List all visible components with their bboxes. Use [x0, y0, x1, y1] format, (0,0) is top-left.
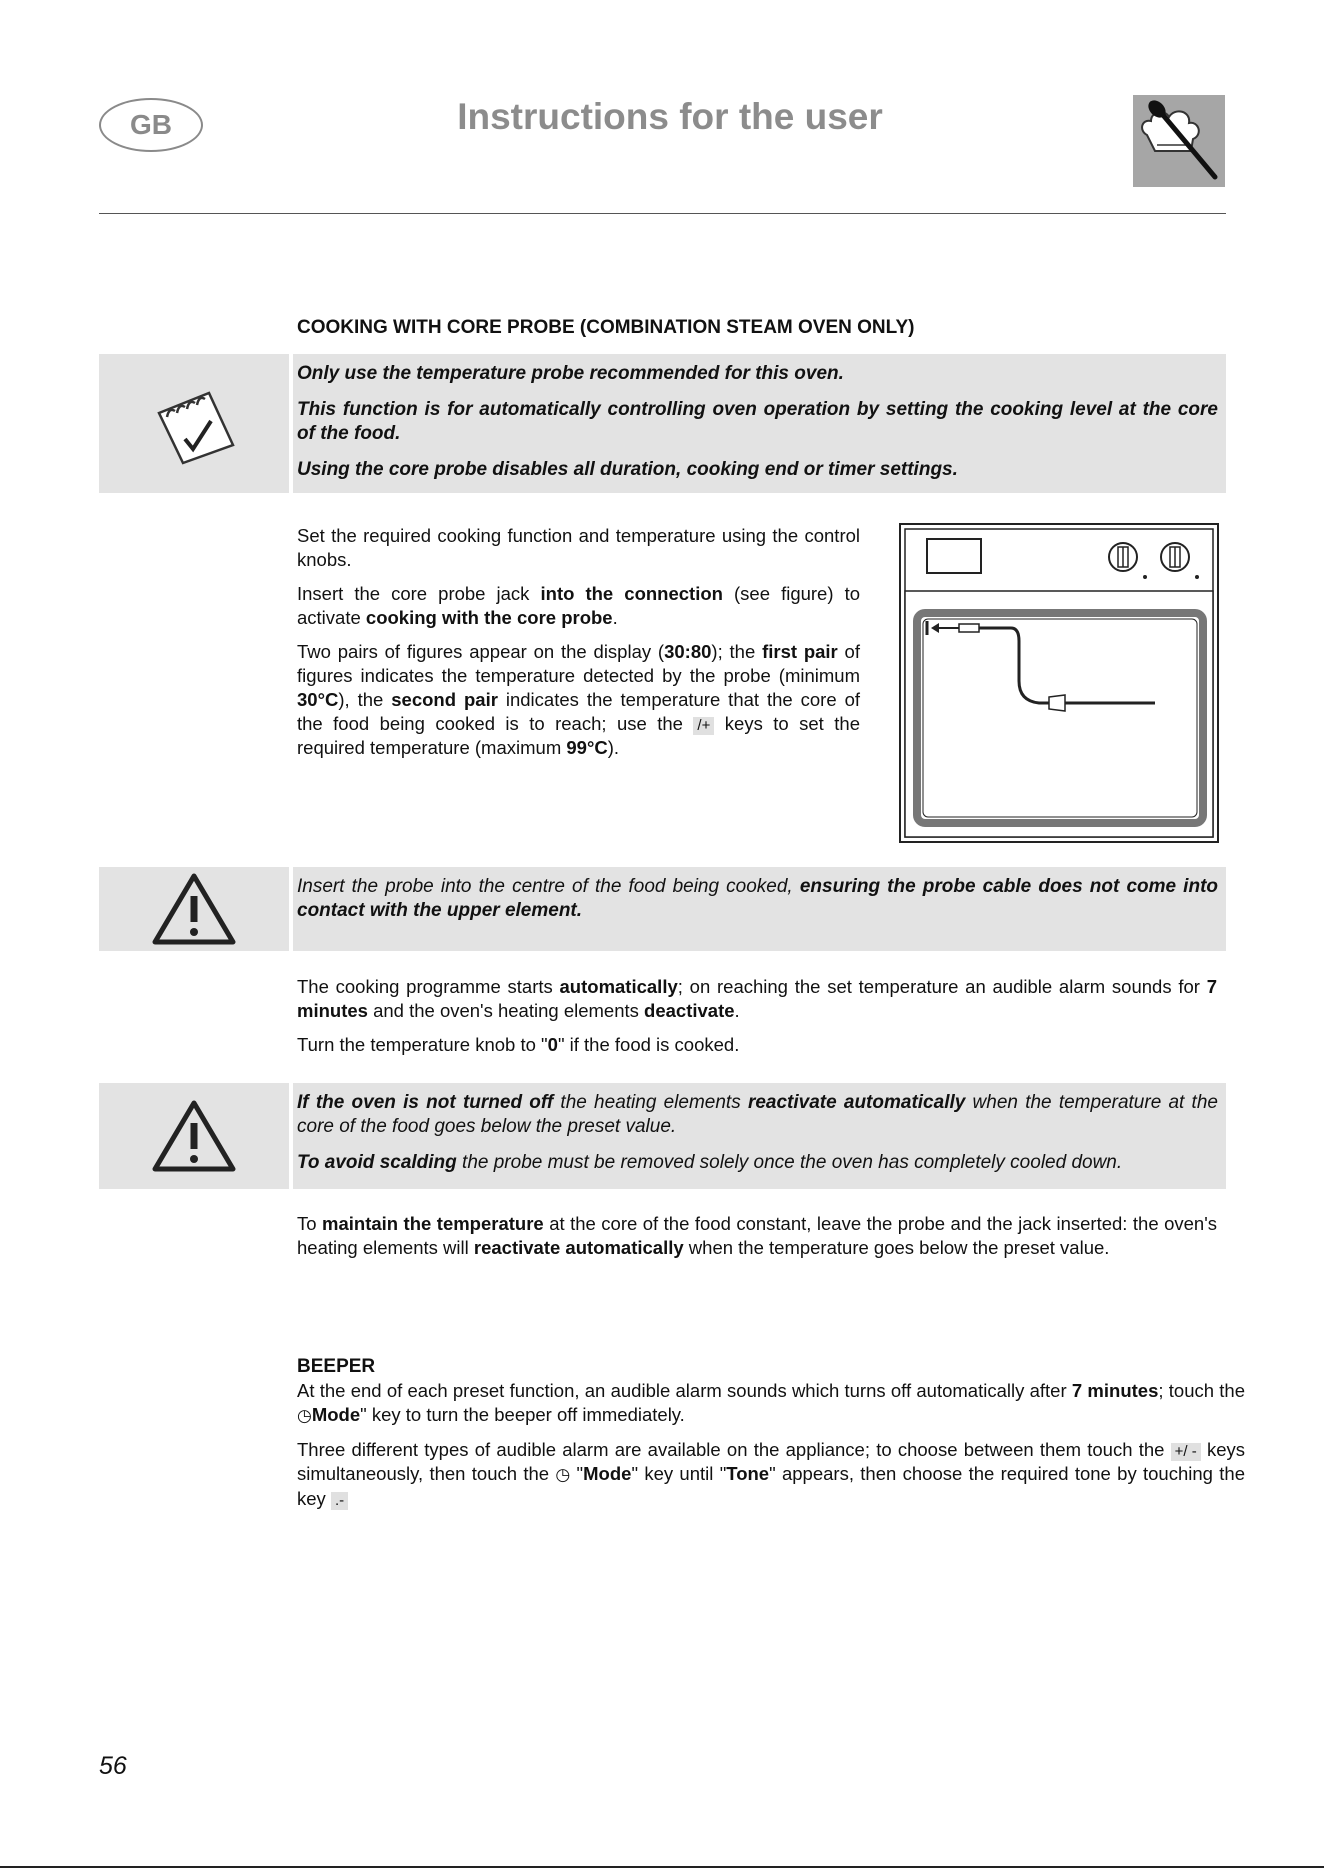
- warning-icon-cell: [99, 867, 293, 951]
- paragraph-set-function: Set the required cooking function and temperature using the control knobs.: [297, 525, 860, 570]
- section-heading-core-probe: COOKING WITH CORE PROBE (COMBINATION STEAM OVEN ONLY): [297, 317, 915, 338]
- note-icon-cell: [99, 354, 293, 493]
- maintain-temperature-text: To maintain the temperature at the core of the food constant, leave the probe and the jack inserted: the oven's heating elements will reactivate automatically when the temperature goes below the preset value.: [297, 1213, 1217, 1258]
- oven-display: [927, 539, 981, 573]
- language-badge-label: GB: [130, 109, 172, 140]
- warning-text: If the oven is not turned off the heating elements reactivate automatically when the temperature at the core of the food goes below the preset value. To avoid scalding the probe must be removed solely once the oven has completely cooled down.: [297, 1092, 1218, 1173]
- warning-triangle-icon: [151, 872, 237, 946]
- note-line-1: Only use the temperature probe recommended for this oven.: [297, 363, 844, 384]
- beeper-heading: BEEPER: [297, 1356, 376, 1377]
- plus-minus-key-icon: +/ -: [1171, 1443, 1201, 1461]
- paragraph-insert-probe: Insert the core probe jack into the connection (see figure) to activate cooking with the core probe.: [297, 583, 860, 628]
- control-knob-icon: [1161, 543, 1189, 571]
- warning-text: Insert the probe into the centre of the food being cooked, ensuring the probe cable does not come into contact with the upper element.: [297, 876, 1219, 921]
- notepad-check-icon: [149, 383, 239, 465]
- header-divider: [99, 213, 1226, 214]
- minus-key-icon: .-: [331, 1492, 348, 1510]
- beeper-section: BEEPER At the end of each preset function, an audible alarm sounds which turns off automatically after 7 minutes; touch the ◷Mode" key to turn the beeper off immediately. Three different types of audible alarm are available on the appliance; to choose between them touch the +/ - keys simultaneously, then touch the ◷ "Mode" key until "Tone" appears, then choose the required tone by touching the key .-: [297, 1356, 1246, 1509]
- oven-core-probe-figure: [899, 523, 1219, 843]
- page-number: 56: [99, 1752, 127, 1780]
- chef-spoon-logo-icon: [1133, 95, 1225, 187]
- core-probe-instructions: [297, 524, 860, 770]
- paragraph-display-figures: Two pairs of figures appear on the display (30:80); the first pair of figures indicates the temperature detected by the probe (minimum 30°C), the second pair indicates the temperature that the core of the food being cooked is to reach; use the /+ keys to set the required temperature (maximum 99°C).: [297, 641, 861, 758]
- warning-triangle-icon: [151, 1099, 237, 1173]
- note-box: [99, 354, 1226, 493]
- bottom-border: [0, 1866, 1324, 1868]
- programme-start-text: The cooking programme starts automatically; on reaching the set temperature an audible alarm sounds for 7 minutes and the oven's heating elements deactivate. Turn the temperature knob to "0" if the food is cooked.: [297, 976, 1217, 1055]
- control-knob-icon: [1109, 543, 1137, 571]
- warning-icon-cell: [99, 1083, 293, 1189]
- note-line-2: This function is for automatically controlling oven operation by setting the cooking level at the core of the food.: [297, 399, 1218, 444]
- note-text: [297, 362, 1218, 494]
- mode-clock-icon: ◷: [555, 1465, 571, 1484]
- mode-clock-icon: ◷: [297, 1406, 312, 1425]
- warning-box: [99, 867, 1226, 951]
- language-badge: [99, 98, 203, 152]
- page-title: Instructions for the user: [457, 96, 883, 137]
- plus-minus-key-icon: /+: [693, 717, 714, 735]
- warning-box: [99, 1083, 1226, 1189]
- note-line-3: Using the core probe disables all duration, cooking end or timer settings.: [297, 459, 958, 480]
